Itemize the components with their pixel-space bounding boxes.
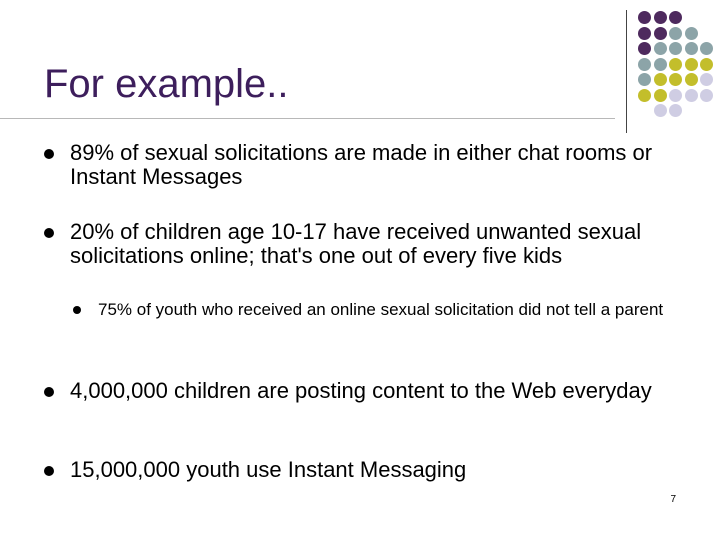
decorative-dot bbox=[654, 104, 667, 117]
bullet-text: 20% of children age 10-17 have received unwanted sexual solicitations online; that's one out of every five kids bbox=[70, 219, 642, 268]
bullet-marker bbox=[44, 466, 54, 476]
decorative-dot bbox=[669, 73, 682, 86]
decorative-dot bbox=[685, 42, 698, 55]
decorative-dot bbox=[654, 11, 667, 24]
title-divider bbox=[0, 118, 615, 119]
decorative-dot bbox=[669, 11, 682, 24]
vertical-divider bbox=[626, 10, 627, 133]
decorative-dot bbox=[669, 104, 682, 117]
decorative-dot bbox=[654, 73, 667, 86]
decorative-dot bbox=[654, 42, 667, 55]
decorative-dot bbox=[700, 73, 713, 86]
decorative-dot bbox=[638, 42, 651, 55]
bullet-text: 4,000,000 children are posting content to the Web everyday bbox=[70, 378, 652, 403]
decorative-dot bbox=[638, 58, 651, 71]
decorative-dot bbox=[654, 27, 667, 40]
decorative-dot bbox=[669, 27, 682, 40]
decorative-dot bbox=[685, 73, 698, 86]
decorative-dot bbox=[685, 58, 698, 71]
bullet-marker bbox=[44, 387, 54, 397]
bullet-marker bbox=[44, 149, 54, 159]
sub-bullet-text: 75% of youth who received an online sexual solicitation did not tell a parent bbox=[98, 300, 664, 319]
decorative-dot bbox=[638, 11, 651, 24]
decorative-dot bbox=[638, 27, 651, 40]
decorative-dot bbox=[685, 89, 698, 102]
sub-bullet-marker bbox=[73, 306, 81, 314]
bullet-text: 15,000,000 youth use Instant Messaging bbox=[70, 457, 467, 482]
decorative-dot bbox=[700, 58, 713, 71]
decorative-dot bbox=[638, 73, 651, 86]
bullet-marker bbox=[44, 228, 54, 238]
decorative-dot bbox=[669, 42, 682, 55]
bullet-text: 89% of sexual solicitations are made in either chat rooms or Instant Messages bbox=[70, 140, 653, 189]
decorative-dot bbox=[654, 58, 667, 71]
decorative-dot bbox=[638, 89, 651, 102]
decorative-dot bbox=[700, 89, 713, 102]
decorative-dot bbox=[685, 27, 698, 40]
decorative-dot bbox=[669, 89, 682, 102]
page-number: 7 bbox=[670, 494, 676, 505]
decorative-dot bbox=[654, 89, 667, 102]
decorative-dot bbox=[700, 42, 713, 55]
decorative-dot-grid bbox=[638, 11, 720, 121]
slide-title: For example.. bbox=[44, 62, 289, 106]
decorative-dot bbox=[669, 58, 682, 71]
